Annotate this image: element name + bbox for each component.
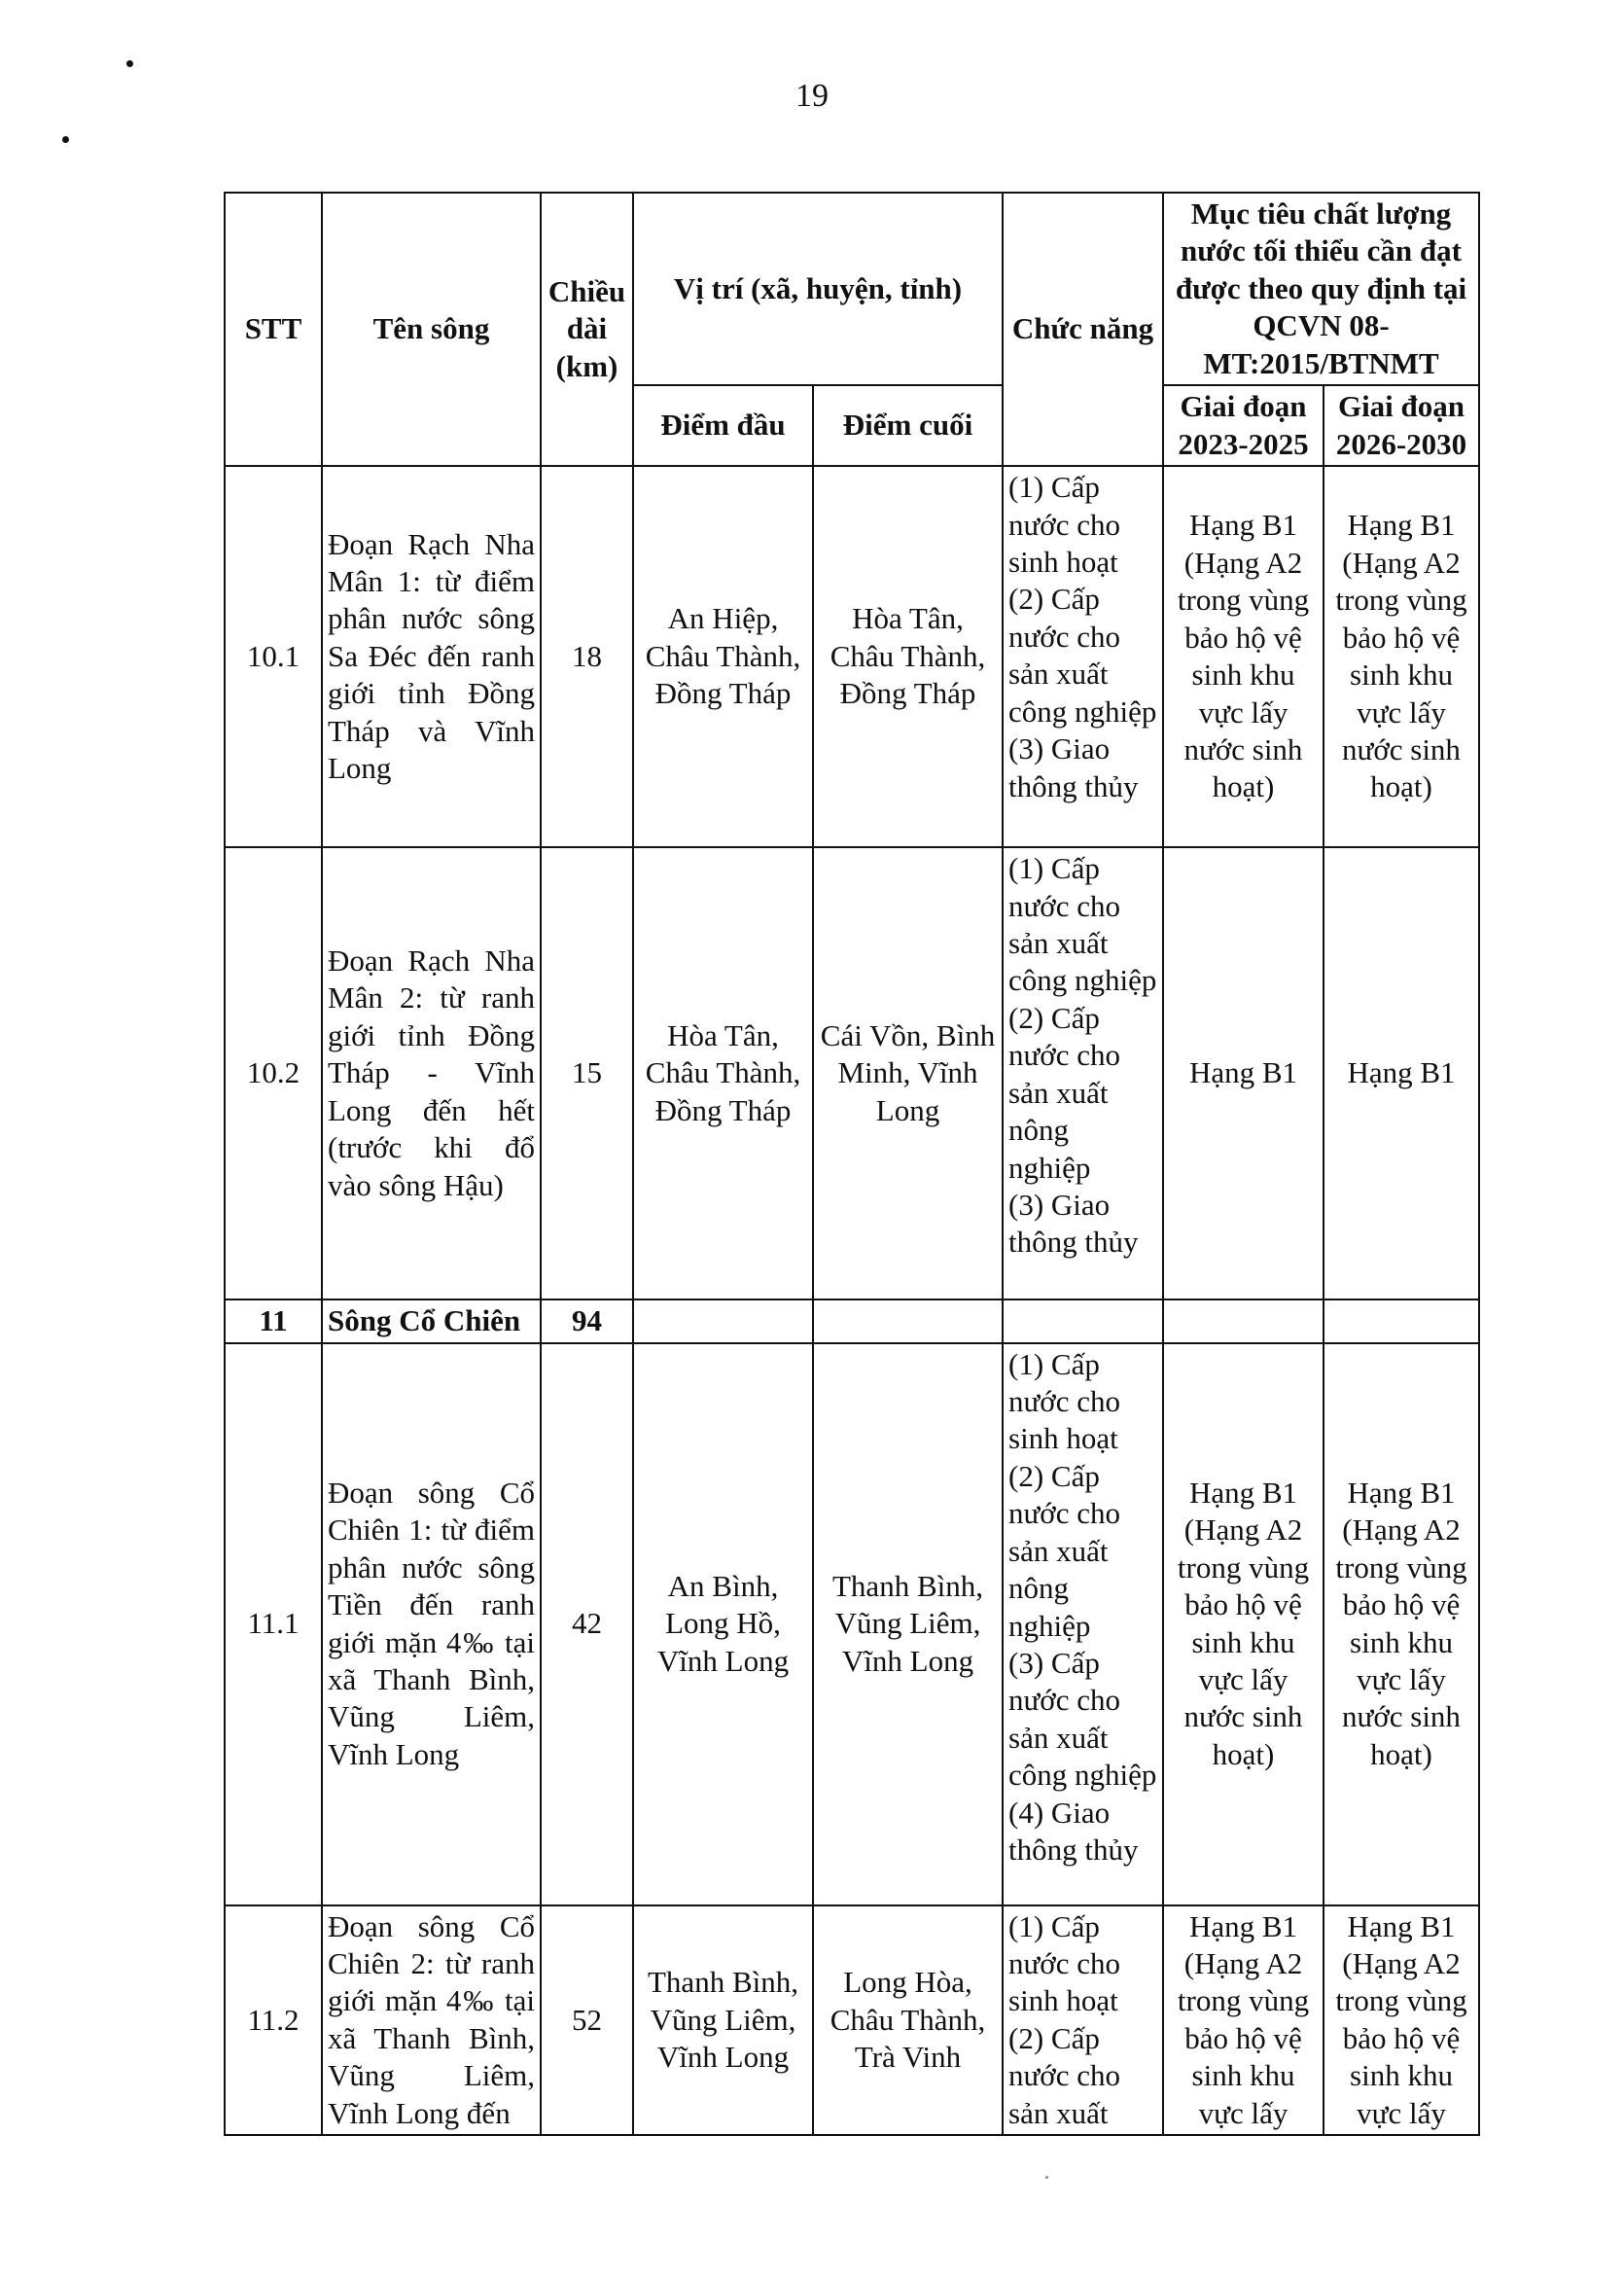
cell-ten-song: Đoạn Rạch Nha Mân 2: từ ranh giới tỉnh Đồng Tháp - Vĩnh Long đến hết (trước khi đổ vào sông Hậu) [322,847,541,1299]
cell-giai-doan-2: Hạng B1 (Hạng A2 trong vùng bảo hộ vệ sinh khu vực lấy nước sinh hoạt) [1324,466,1479,847]
cell-diem-cuoi: Cái Vồn, Bình Minh, Vĩnh Long [813,847,1003,1299]
cell-ten-song: Đoạn sông Cổ Chiên 2: từ ranh giới mặn 4‰ tại xã Thanh Bình, Vũng Liêm, Vĩnh Long đến [322,1905,541,2136]
header-diem-dau: Điểm đầu [633,385,813,466]
header-giai-doan-1: Giai đoạn 2023-2025 [1163,385,1324,466]
table-row [225,1905,1479,2136]
cell-giai-doan-1: Hạng B1 [1163,847,1324,1299]
cell-chieu-dai: 15 [541,847,633,1299]
scan-speck [1045,2176,1048,2179]
cell-ten-song: Đoạn sông Cổ Chiên 1: từ điểm phân nước sông Tiền đến ranh giới mặn 4‰ tại xã Thanh Bình, Vũng Liêm, Vĩnh Long [322,1343,541,1905]
header-chuc-nang: Chức năng [1003,193,1163,466]
cell-diem-dau: An Hiệp, Châu Thành, Đồng Tháp [633,466,813,847]
cell-stt: 11 [225,1299,322,1342]
header-giai-doan-2: Giai đoạn 2026-2030 [1324,385,1479,466]
cell-diem-dau: Hòa Tân, Châu Thành, Đồng Tháp [633,847,813,1299]
cell-diem-dau: An Bình, Long Hồ, Vĩnh Long [633,1343,813,1905]
cell-chieu-dai: 94 [541,1299,633,1342]
cell-chuc-nang: (1) Cấp nước cho sinh hoạt (2) Cấp nước cho sản xuất công nghiệp (3) Giao thông thủy [1003,466,1163,847]
river-water-quality-table [224,192,1480,2136]
cell-chieu-dai: 42 [541,1343,633,1905]
cell-chuc-nang: (1) Cấp nước cho sinh hoạt (2) Cấp nước cho sản xuất [1003,1905,1163,2136]
page-number: 19 [795,78,829,114]
cell-stt: 11.2 [225,1905,322,2136]
cell-empty [1003,1299,1163,1342]
header-diem-cuoi: Điểm cuối [813,385,1003,466]
header-stt: STT [225,193,322,466]
cell-giai-doan-1: Hạng B1 (Hạng A2 trong vùng bảo hộ vệ sinh khu vực lấy nước sinh hoạt) [1163,466,1324,847]
cell-diem-dau: Thanh Bình, Vũng Liêm, Vĩnh Long [633,1905,813,2136]
cell-chuc-nang: (1) Cấp nước cho sinh hoạt (2) Cấp nước cho sản xuất nông nghiệp (3) Cấp nước cho sản xuất công nghiệp (4) Giao thông thủy [1003,1343,1163,1905]
table-row-river [225,1299,1479,1342]
cell-stt: 11.1 [225,1343,322,1905]
cell-giai-doan-1: Hạng B1 (Hạng A2 trong vùng bảo hộ vệ sinh khu vực lấy nước sinh hoạt) [1163,1343,1324,1905]
cell-diem-cuoi: Thanh Bình, Vũng Liêm, Vĩnh Long [813,1343,1003,1905]
cell-ten-song: Đoạn Rạch Nha Mân 1: từ điểm phân nước sông Sa Đéc đến ranh giới tỉnh Đồng Tháp và Vĩnh Long [322,466,541,847]
cell-chuc-nang: (1) Cấp nước cho sản xuất công nghiệp (2) Cấp nước cho sản xuất nông nghiệp (3) Giao thông thủy [1003,847,1163,1299]
cell-empty [813,1299,1003,1342]
cell-giai-doan-2: Hạng B1 (Hạng A2 trong vùng bảo hộ vệ sinh khu vực lấy [1324,1905,1479,2136]
cell-ten-song: Sông Cổ Chiên [322,1299,541,1342]
cell-empty [633,1299,813,1342]
cell-chieu-dai: 52 [541,1905,633,2136]
header-vi-tri: Vị trí (xã, huyện, tỉnh) [633,193,1003,385]
header-chieu-dai: Chiều dài (km) [541,193,633,466]
cell-diem-cuoi: Long Hòa, Châu Thành, Trà Vinh [813,1905,1003,2136]
cell-giai-doan-2: Hạng B1 [1324,847,1479,1299]
cell-empty [1324,1299,1479,1342]
table-row [225,847,1479,1299]
cell-stt: 10.1 [225,466,322,847]
cell-giai-doan-1: Hạng B1 (Hạng A2 trong vùng bảo hộ vệ sinh khu vực lấy [1163,1905,1324,2136]
header-muc-tieu: Mục tiêu chất lượng nước tối thiểu cần đạt được theo quy định tại QCVN 08-MT:2015/BTNMT [1163,193,1479,385]
table-header-row [225,193,1479,385]
header-ten-song: Tên sông [322,193,541,466]
cell-stt: 10.2 [225,847,322,1299]
cell-diem-cuoi: Hòa Tân, Châu Thành, Đồng Tháp [813,466,1003,847]
scan-speck [62,136,69,143]
cell-giai-doan-2: Hạng B1 (Hạng A2 trong vùng bảo hộ vệ sinh khu vực lấy nước sinh hoạt) [1324,1343,1479,1905]
scan-speck [126,60,133,67]
cell-empty [1163,1299,1324,1342]
table-row [225,1343,1479,1905]
table-row [225,466,1479,847]
cell-chieu-dai: 18 [541,466,633,847]
